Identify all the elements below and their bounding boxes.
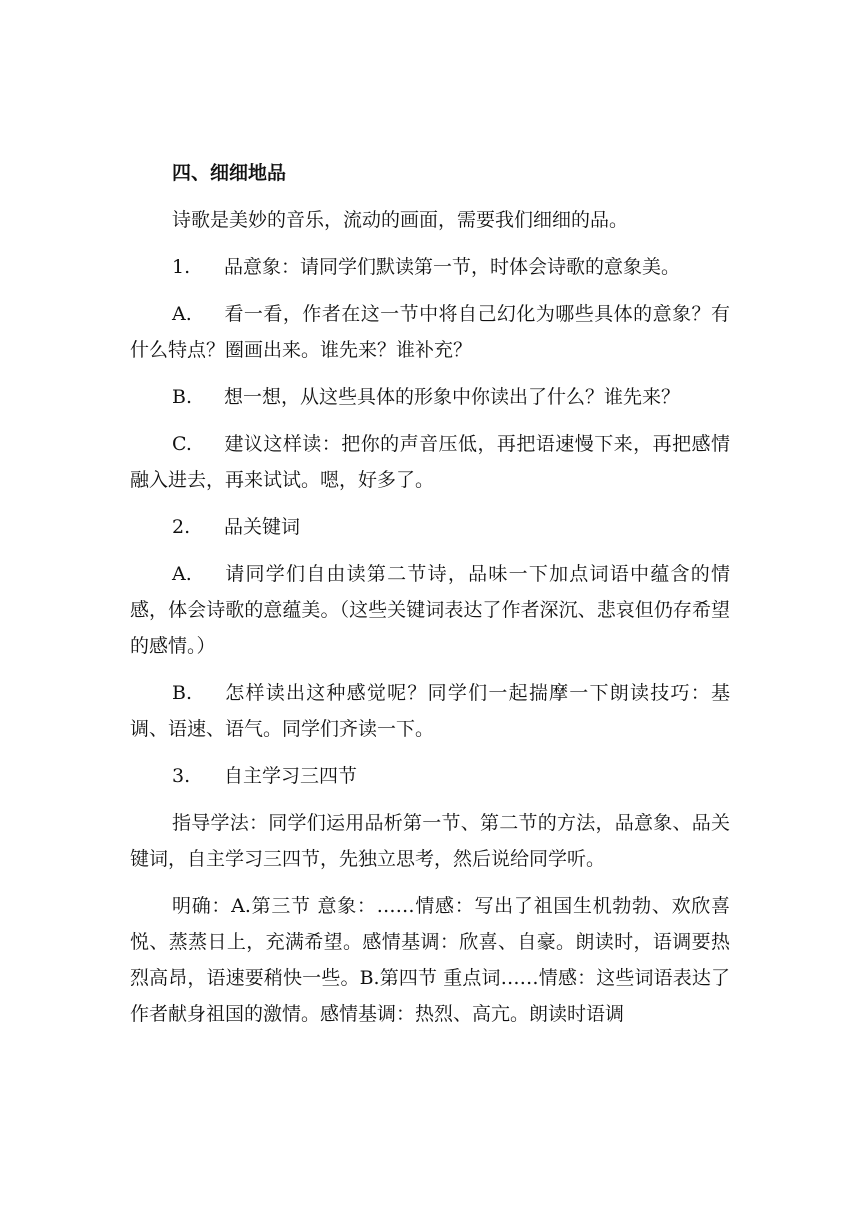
list-text: 请同学们自由读第二节诗，品味一下加点词语中蕴含的情感，体会诗歌的意蕴美。（这些关键词表达了作者深沉、悲哀但仍存希望的感情。） — [130, 563, 730, 657]
list-item — [130, 675, 730, 747]
document-body — [130, 155, 730, 1043]
list-text: 品意象：请同学们默读第一节，时体会诗歌的意象美。 — [224, 256, 681, 278]
list-text: 想一想，从这些具体的形象中你读出了什么？谁先来？ — [224, 386, 681, 408]
list-text: 看一看，作者在这一节中将自己幻化为哪些具体的意象？有什么特点？圈画出来。谁先来？谁补充？ — [130, 303, 730, 361]
list-marker: A. — [172, 303, 192, 325]
list-marker: C. — [172, 433, 192, 455]
list-item — [130, 426, 730, 498]
list-text: 建议这样读：把你的声音压低，再把语速慢下来，再把感情融入进去，再来试试。嗯，好多了。 — [130, 433, 730, 491]
list-item — [130, 556, 730, 664]
list-marker: 2. — [172, 516, 191, 538]
list-marker: B. — [172, 682, 193, 704]
list-item — [130, 296, 730, 368]
list-marker: 1. — [172, 256, 191, 278]
list-item — [130, 249, 730, 285]
list-text: 怎样读出这种感觉呢？同学们一起揣摩一下朗读技巧：基调、语速、语气。同学们齐读一下。 — [130, 682, 730, 740]
section-heading: 四、细细地品 — [172, 162, 287, 184]
list-text: 品关键词 — [224, 516, 301, 538]
intro-paragraph: 诗歌是美妙的音乐，流动的画面，需要我们细细的品。 — [172, 209, 629, 231]
guidance-paragraph: 指导学法：同学们运用品析第一节、第二节的方法，品意象、品关键词，自主学习三四节，先独立思考，然后说给同学听。 — [130, 812, 730, 870]
list-item — [130, 379, 730, 415]
list-marker: A. — [172, 563, 192, 585]
list-item — [130, 509, 730, 545]
list-marker: B. — [172, 386, 193, 408]
list-text: 自主学习三四节 — [224, 765, 358, 787]
list-item — [130, 758, 730, 794]
list-marker: 3. — [172, 765, 191, 787]
clarify-paragraph: 明确：A.第三节 意象：……情感：写出了祖国生机勃勃、欢欣喜悦、蒸蒸日上，充满希望。感情基调：欣喜、自豪。朗读时，语调要热烈高昂，语速要稍快一些。B.第四节 重点词……情感：这些词语表达了作者献身祖国的激情。感情基调：热烈、高亢。朗读时语调 — [130, 895, 730, 1025]
